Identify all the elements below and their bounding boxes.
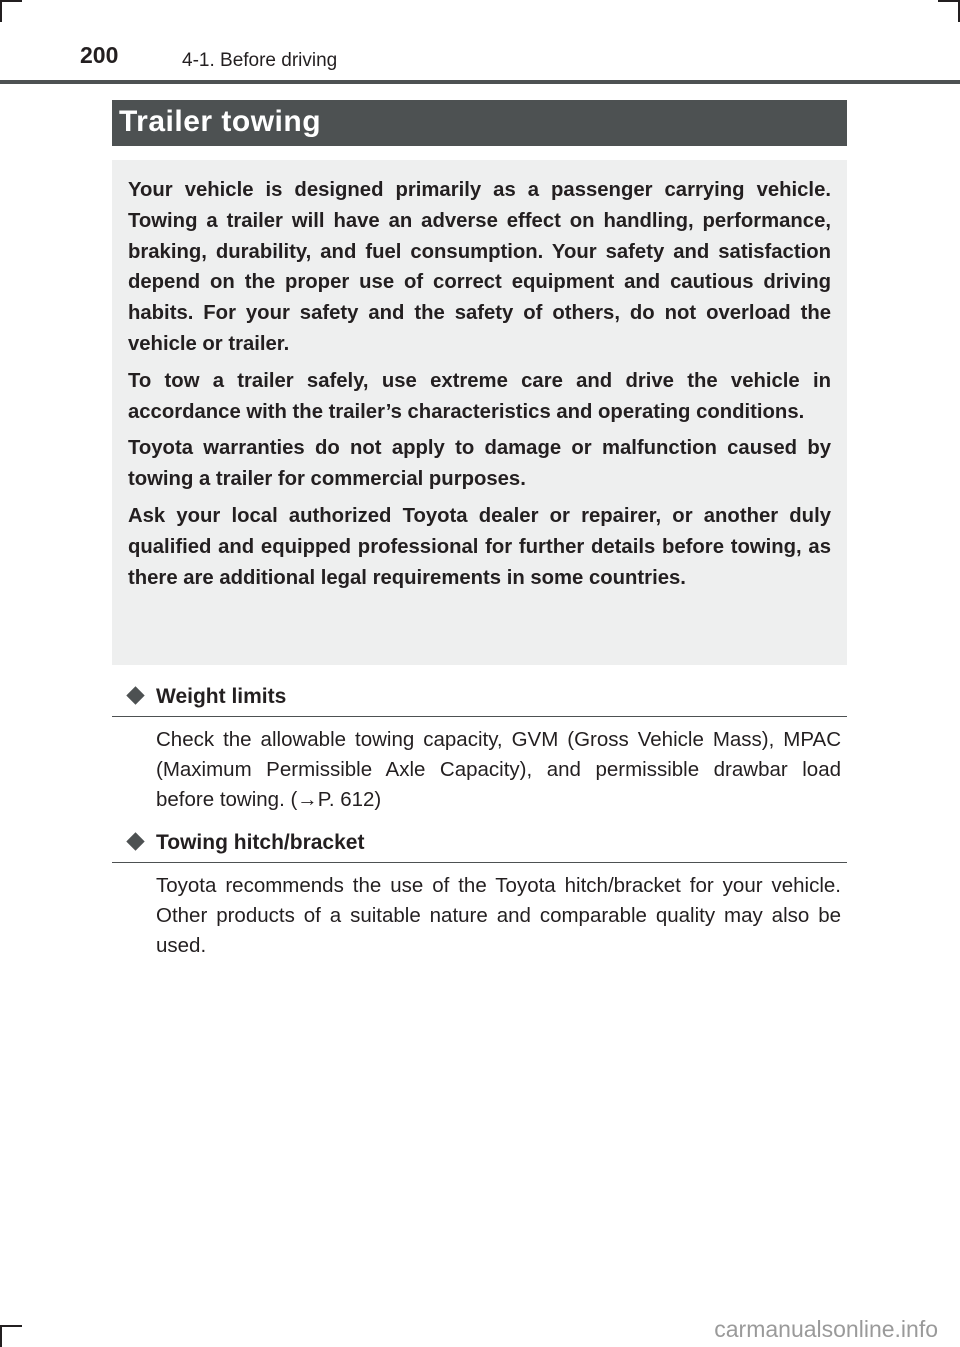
- section-body: Toyota recommends the use of the Toyota hitch/bracket for your vehicle. Other products of a suitable nature and comparable quality may also be used.: [156, 874, 841, 957]
- section-weight-limits: [112, 672, 847, 815]
- section-title: Towing hitch/bracket: [156, 831, 365, 854]
- intro-paragraph: Toyota warranties do not apply to damage or malfunction caused by towing a trailer for commercial purposes.: [128, 437, 831, 491]
- section-heading: [112, 672, 847, 717]
- diamond-bullet-icon: [126, 832, 144, 850]
- section-body: Check the allowable towing capacity, GVM (Gross Vehicle Mass), MPAC (Maximum Permissible Axle Capacity), and permissible drawbar load before towing. (→P. 612): [156, 728, 841, 811]
- intro-paragraph: To tow a trailer safely, use extreme care and drive the vehicle in accordance with the trailer’s characteristics and operating conditions.: [128, 369, 831, 423]
- crop-mark: [0, 1325, 22, 1327]
- section-title-bar: [112, 100, 847, 146]
- intro-paragraph: Your vehicle is designed primarily as a passenger carrying vehicle. Towing a trailer will have an adverse effect on handling, performance, braking, durability, and fuel consumption. Your safety and satisfaction depend on the proper use of correct equipment and cautious driving habits. For your safety and the safety of others, do not overload the vehicle or trailer.: [128, 179, 831, 355]
- watermark: carmanualsonline.info: [714, 1316, 938, 1342]
- page-title: Trailer towing: [119, 105, 322, 138]
- intro-box: [112, 160, 847, 665]
- page-number: 200: [80, 42, 119, 68]
- chapter-title: 4-1. Before driving: [182, 50, 338, 71]
- diamond-bullet-icon: [126, 686, 144, 704]
- intro-paragraph: Ask your local authorized Toyota dealer or repairer, or another duly qualified and equipped professional for further details before towing, as there are additional legal requirements in some countries.: [128, 504, 831, 589]
- section-heading: [112, 818, 847, 863]
- page-header: [0, 0, 960, 84]
- header-rule: [0, 80, 960, 84]
- section-towing-hitch: [112, 818, 847, 961]
- section-title: Weight limits: [156, 685, 287, 708]
- crop-mark: [0, 1325, 2, 1347]
